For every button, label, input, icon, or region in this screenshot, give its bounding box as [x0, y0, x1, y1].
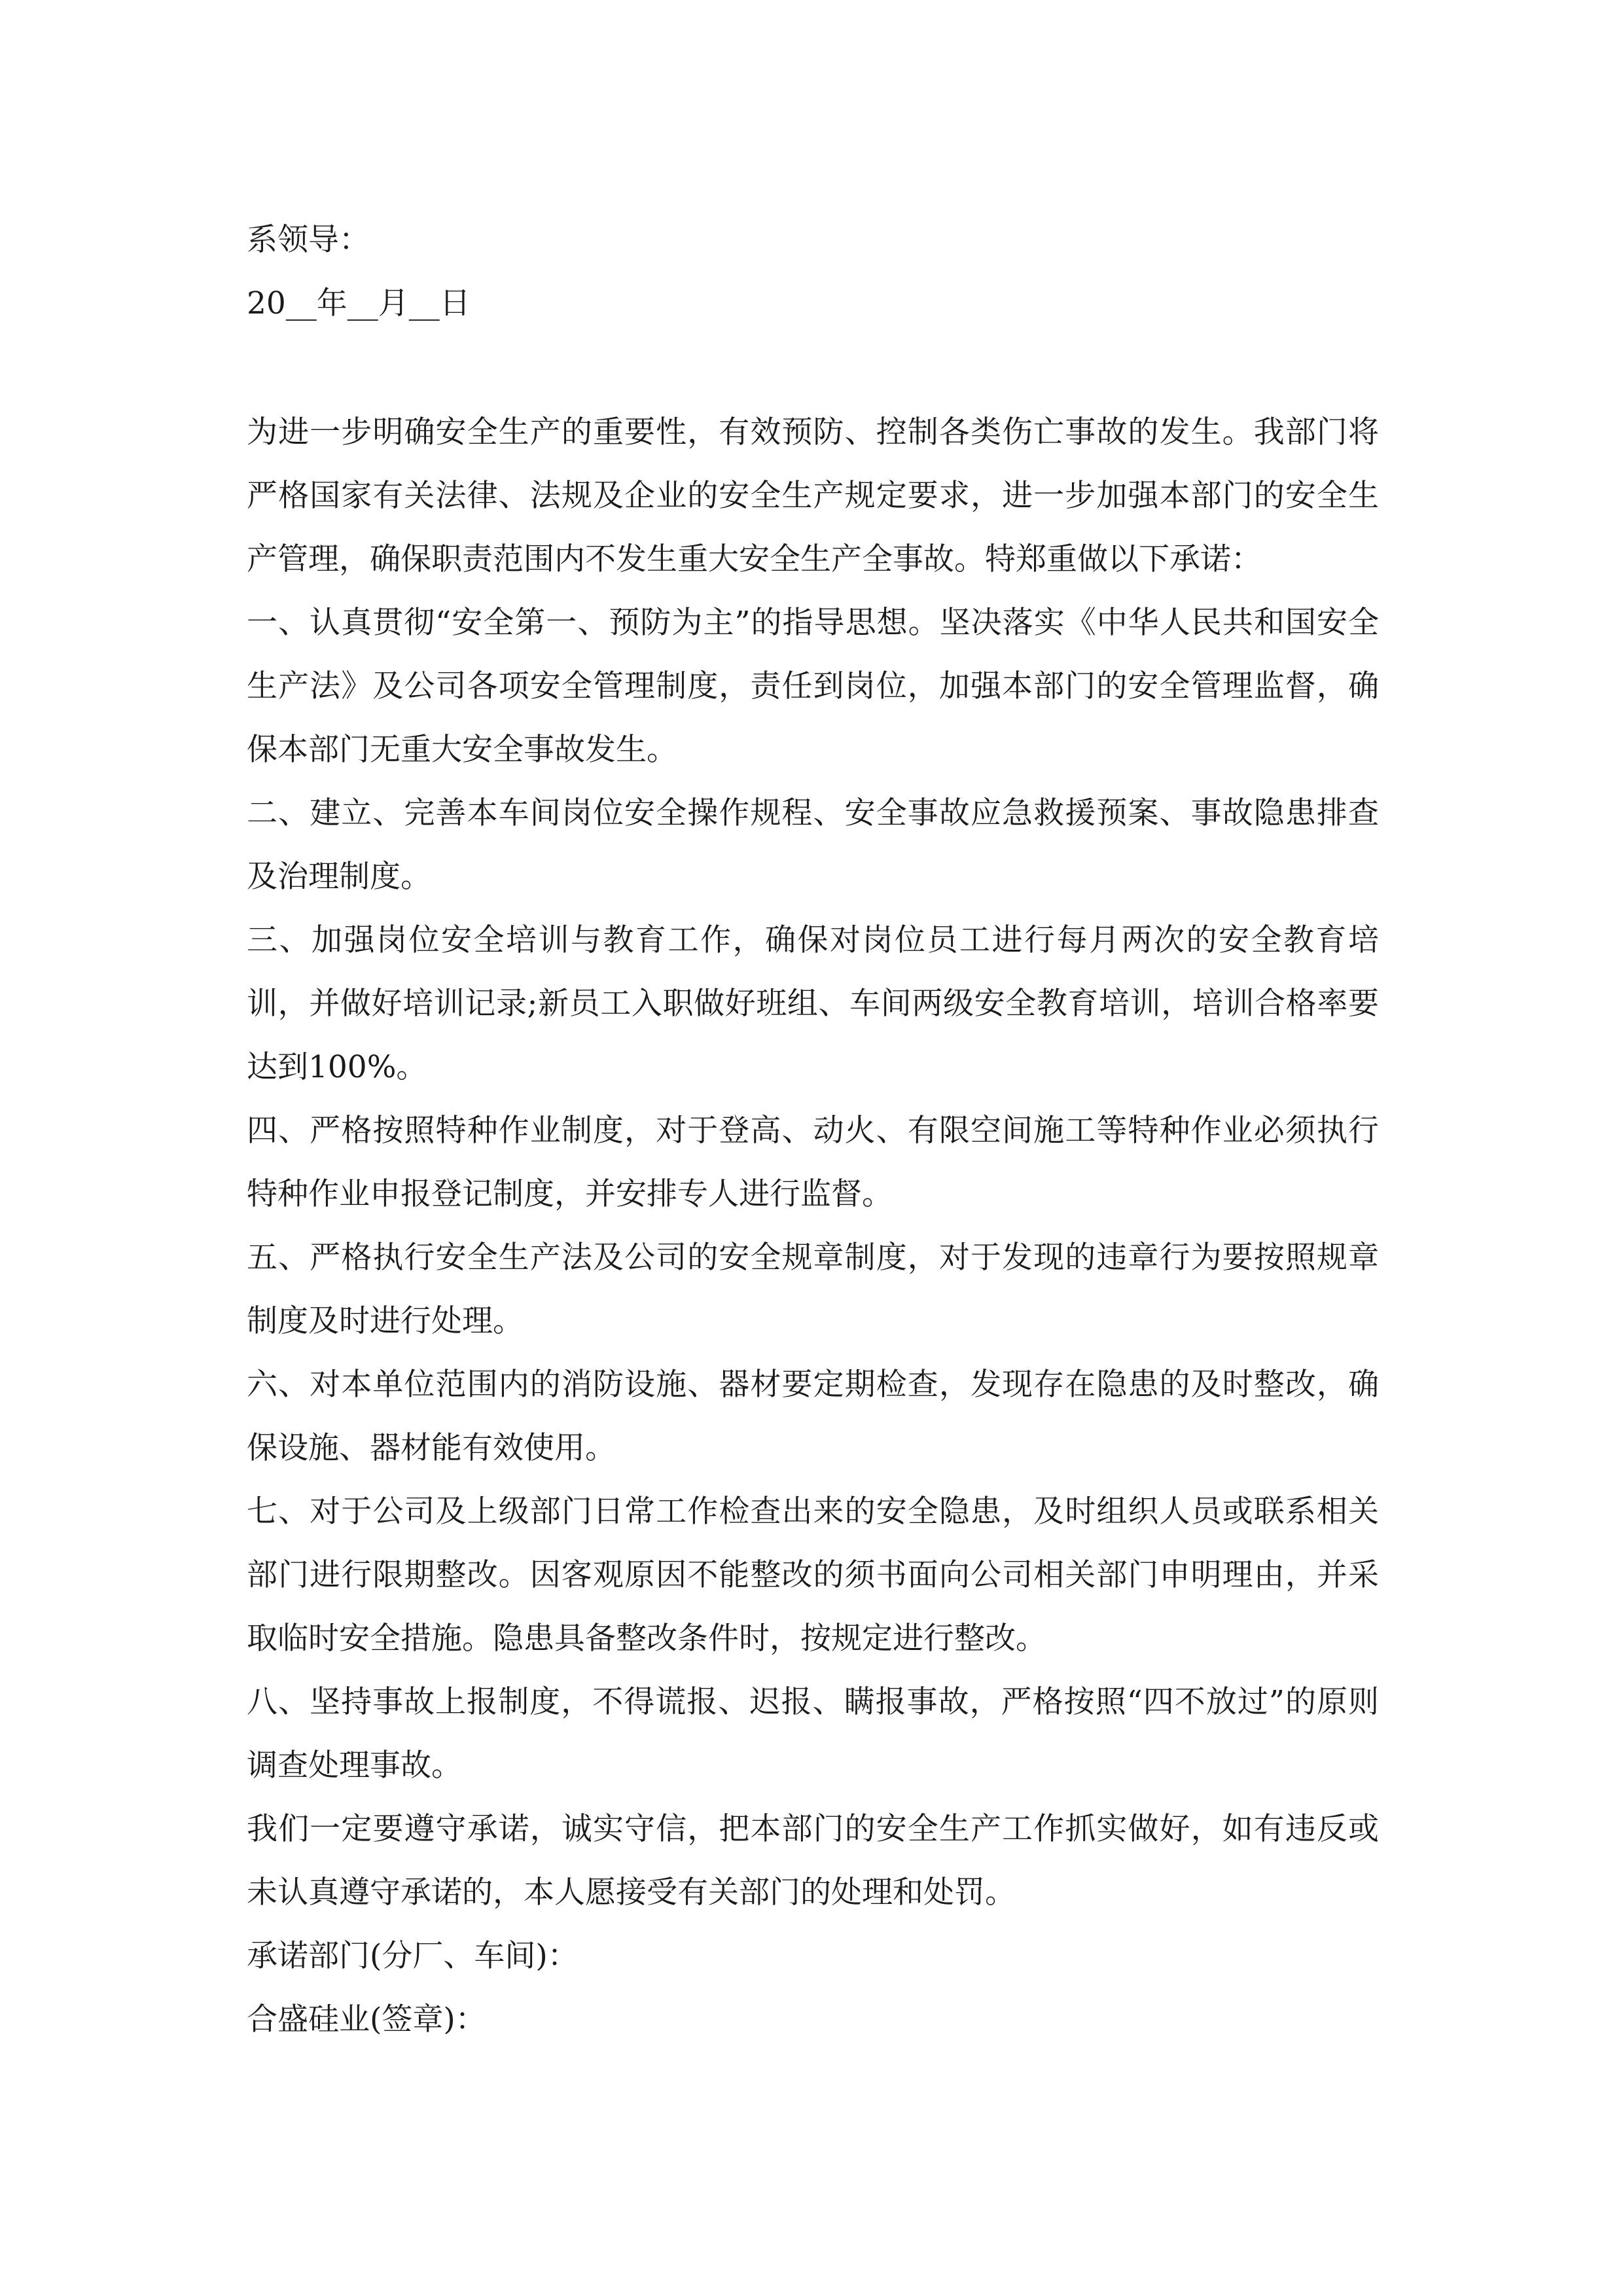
salutation: 系领导：	[247, 222, 370, 258]
commitment-item-1: 一、认真贯彻“安全第一、预防为主”的指导思想。坚决落实《中华人民共和国安全生产法》及公司各项安全管理制度，责任到岗位，加强本部门的安全管理监督，确保本部门无重大安全事故发生。	[247, 605, 1379, 768]
commitment-item-3: 三、加强岗位安全培训与教育工作，确保对岗位员工进行每月两次的安全教育培训，并做好培训记录;新员工入职做好班组、车间两级安全教育培训，培训合格率要达到100%。	[247, 922, 1379, 1085]
document-content	[247, 208, 1379, 2051]
commitment-item-2: 二、建立、完善本车间岗位安全操作规程、安全事故应急救援预案、事故隐患排查及治理制度。	[247, 795, 1379, 895]
intro-paragraph: 为进一步明确安全生产的重要性，有效预防、控制各类伤亡事故的发生。我部门将严格国家有关法律、法规及企业的安全生产规定要求，进一步加强本部门的安全生产管理，确保职责范围内不发生重大安全生产全事故。特郑重做以下承诺：	[247, 414, 1379, 577]
company-signature-line: 合盛硅业(签章)：	[247, 2001, 486, 2037]
commitment-item-8: 八、坚持事故上报制度，不得谎报、迟报、瞒报事故，严格按照“四不放过”的原则调查处理事故。	[247, 1684, 1379, 1784]
commitment-item-7: 七、对于公司及上级部门日常工作检查出来的安全隐患，及时组织人员或联系相关部门进行限期整改。因客观原因不能整改的须书面向公司相关部门申明理由，并采取临时安全措施。隐患具备整改条件时，按规定进行整改。	[247, 1494, 1379, 1657]
closing-paragraph: 我们一定要遵守承诺，诚实守信，把本部门的安全生产工作抓实做好，如有违反或未认真遵守承诺的，本人愿接受有关部门的处理和处罚。	[247, 1811, 1379, 1910]
date-line: 20__年__月__日	[247, 285, 471, 321]
blank-line	[247, 335, 1379, 401]
department-signature-line: 承诺部门(分厂、车间)：	[247, 1938, 579, 1974]
commitment-item-4: 四、严格按照特种作业制度，对于登高、动火、有限空间施工等特种作业必须执行特种作业申报登记制度，并安排专人进行监督。	[247, 1113, 1379, 1212]
commitment-item-5: 五、严格执行安全生产法及公司的安全规章制度，对于发现的违章行为要按照规章制度及时进行处理。	[247, 1240, 1379, 1339]
commitment-item-6: 六、对本单位范围内的消防设施、器材要定期检查，发现存在隐患的及时整改，确保设施、器材能有效使用。	[247, 1367, 1379, 1466]
